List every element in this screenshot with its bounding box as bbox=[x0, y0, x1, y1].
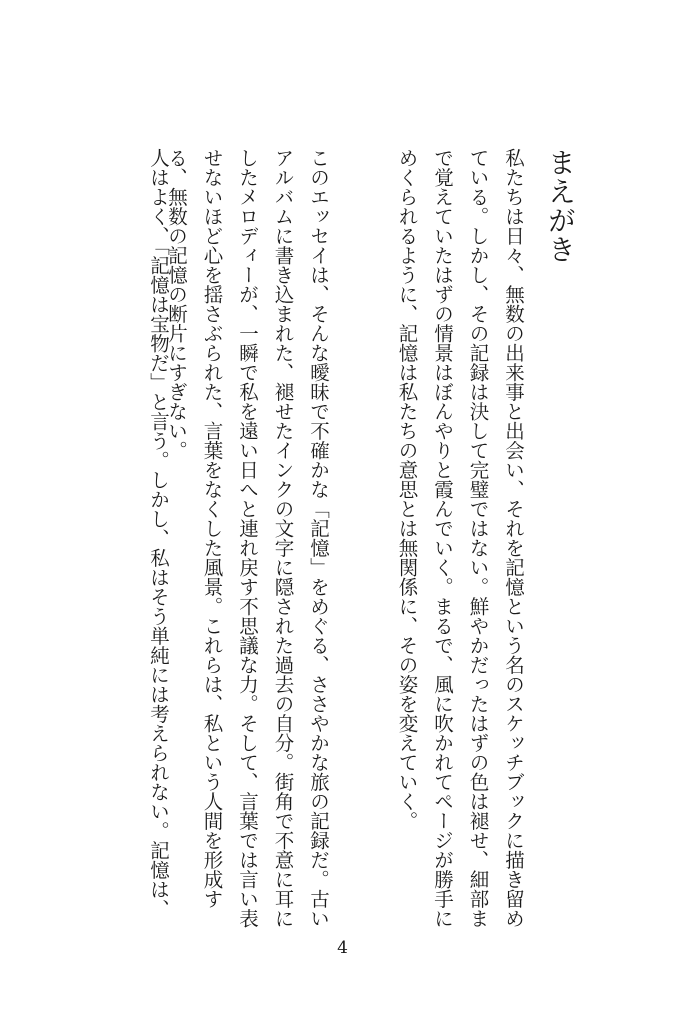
paragraph-line: ている。しかし、その記録は決して完璧ではない。鮮やかだったはずの色は褪せ、細部ま bbox=[466, 148, 490, 928]
paragraph-line: めくられるように、記憶は私たちの意思とは無関係に、その姿を変えていく。 bbox=[395, 148, 419, 831]
paragraph-3 bbox=[136, 148, 176, 918]
paragraph-line: で覚えていたはずの情景はぼんやりと霞んでいく。まるで、風に吹かれてページが勝手に bbox=[431, 148, 454, 928]
paragraph-line: る、無数の記憶の断片にすぎない。 bbox=[165, 148, 188, 460]
paragraph-line: アルバムに書き込まれた、褪せたインクの文字に隠された過去の自分。街角で不意に耳に bbox=[271, 148, 295, 928]
paragraph-line: 人はよく、「記憶は宝物だ」と言う。しかし、私はそう単純には考えられない。記憶は、 bbox=[147, 148, 170, 919]
paragraph-2 bbox=[165, 148, 336, 928]
paragraph-line: せないほど心を揺さぶられた、言葉をなくした風景。これらは、私という人間を形成す bbox=[200, 148, 224, 909]
paragraph-line: このエッセイは、そんな曖昧で不確かな「記憶」をめぐる、ささやかな旅の記録だ。古い bbox=[307, 148, 330, 928]
paragraph-line: 私たちは日々、無数の出来事と出会い、それを記憶という名のスケッチブックに描き留め bbox=[502, 148, 525, 928]
page-number: 4 bbox=[337, 938, 348, 958]
paragraph-1 bbox=[385, 148, 531, 928]
page-title: まえがき bbox=[544, 148, 577, 264]
paragraph-line: したメロディーが、一瞬で私を遠い日へと連れ戻す不思議な力。そして、言葉では言い表 bbox=[236, 148, 259, 928]
